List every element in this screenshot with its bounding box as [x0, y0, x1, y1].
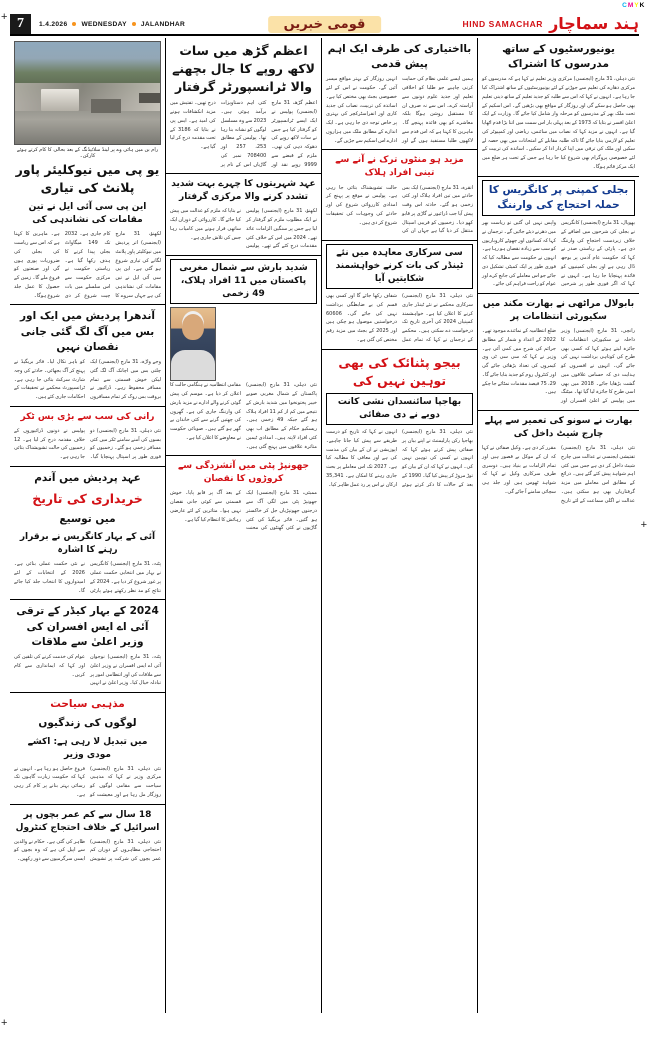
article-b3-body: نئی دہلی، 31 مارچ (ایجنسی) سرکاری محکمے نے نئے ٹینڈر جاری کرنے کا اعلان کیا ہے۔ خواہشمند کمپنیاں 2024 کی آخری تاریخ تک درخواست دے سکتی ہیں۔ محکمے کے ترجمان نے کہا کہ تمام عمل شفاف رکھا جائے گا اور کسی بھی قسم کی بے ضابطگی برداشت نہیں کی جائے گی۔ 60606 درخواستیں موصول ہو چکی ہیں اور 2025 کے بجٹ میں مزید رقم مختص کی گئی ہے۔ — [326, 293, 473, 343]
article-b2-body: انقرہ، 31 مارچ (ایجنسی) ایک بس حادثے میں تین افراد ہلاک اور کئی زخمی ہو گئے۔ حادثہ اس وقت پیش آیا جب ڈرائیور نے گاڑی پر قابو کھو دیا۔ زخمیوں کو قریبی اسپتال منتقل کر دیا گیا ہے جہاں ان کی حالت تشویشناک بتائی جا رہی ہے۔ پولیس نے موقع پر پہنچ کر امدادی کارروائی شروع کی اور حادثے کی وجوہات کی تحقیقات شروع کر دی ہیں۔ — [326, 184, 473, 235]
article-a2-headline: بجلی کمپنی پر کانگریس کا حملہ احتجاج کی وارننگ — [482, 180, 635, 216]
article-d1-subheadline: این پی سی آئی ایل نے تین مقامات کی نشاندہی کی — [28, 202, 147, 226]
article-d1-photo-caption: رام بن میں ہائی وے پر لینڈ سلائیڈنگ کے بعد بحالی کا کام کرتے ہوئے کارکن۔ — [16, 147, 159, 159]
article-d7-body: نئی دہلی، 31 مارچ (ایجنسی) احتجاجی مظاہروں کے دوران کم عمر بچوں کی شرکت پر تشویش ظاہر کی گئی ہے۔ حکام نے والدین سے اپیل کی ہے کہ وہ بچوں کو ایسی سرگرمیوں سے دور رکھیں۔ — [14, 838, 161, 863]
article-a2 — [478, 177, 639, 294]
article-d3-body: نئی دہلی، 31 مارچ (ایجنسی) دو بسوں کی آمنے سامنے ٹکر میں کئی مسافر زخمی ہو گئے۔ زخمیوں کو فوری طور پر اسپتال پہنچایا گیا۔ پولیس نے دونوں ڈرائیوروں کے خلاف مقدمہ درج کر لیا ہے۔ 12 زخمیوں کی حالت تشویشناک بتائی جا رہی ہے۔ — [14, 427, 161, 461]
article-b1 — [322, 38, 477, 150]
article-d2 — [10, 305, 165, 406]
cmyk-m: M — [627, 2, 634, 9]
article-d1 — [10, 38, 165, 305]
article-b3 — [322, 241, 477, 350]
article-d7-headline: 18 سال سے کم عمر بچوں پر اسرائیل کے خلاف احتجاج کنٹرول — [15, 809, 160, 833]
article-d4-headline: میں توسیع — [59, 513, 116, 526]
article-d4-body: پٹنہ، 31 مارچ (ایجنسی) کانگریس نے بہار میں انتخابی حکمت عملی پر غور شروع کر دیا ہے۔ 2024 کے نتائج کو مد نظر رکھتے ہوئے پارٹی نے نئی حکمت عملی بنائی ہے۔ 2026 کے انتخابات کے لئے امیدواروں کا انتخاب جلد کیا جائے گا۔ — [14, 561, 162, 594]
cmyk-c: C — [622, 2, 628, 9]
article-c4-headline: جھونپڑ پٹی میں آتشزدگی سے کروڑوں کا نقصان — [177, 461, 310, 485]
article-a3-headline: بابولال مراٹھی نے بھارت مکند میں سکیورٹی انتظامات پر — [482, 299, 635, 323]
article-b2 — [322, 150, 477, 241]
article-a3-body: رانچی، 31 مارچ (ایجنسی) وزیر داخلہ نے سکیورٹی انتظامات کا جائزہ لیتے ہوئے کہا کہ کسی بھی طرح کی کوتاہی برداشت نہیں کی جائے گی۔ انہوں نے افسروں کو ہدایت دی کہ حساس علاقوں میں گشت بڑھایا جائے۔ 2018 میں بھی اسی طرح کا جائزہ لیا گیا تھا۔ میٹنگ میں پولیس کے اعلیٰ افسران اور ضلع انتظامیہ کے نمائندے موجود تھے۔ 2022 کے اعداد و شمار کے مطابق جرائم کی شرح میں کمی آئی ہے۔ وزیر نے کہا کہ سی سی ٹی وی کیمروں کی تعداد بڑھائی جائے گی اور کنٹرول روم کو جدید بنایا جائے گا۔ 29، 75 فیصد مقدمات نمٹائے جا چکے ہیں۔ — [482, 328, 636, 405]
bullet-dot-icon — [72, 22, 76, 26]
article-b4 — [322, 350, 477, 494]
article-d1-body: لکھنؤ، 31 مارچ (ایجنسی) اتر پردیش میں نیوکلیئر پاور پلانٹ لگانے کی تیاری شروع ہو گئی ہے۔ این پی سی آئی ایل نے تین مقامات کی نشاندہی کی ہے جہاں سروے کا کام جاری ہے۔ 2032 تک 149 میگاواٹ بجلی پیدا کرنے کا ہدف رکھا گیا ہے۔ ریاستی حکومت نے مرکزی حکومت سے اس سلسلے میں بات چیت شروع کر دی ہے۔ ماہرین کا کہنا ہے کہ اس سے ریاست کی بجلی کی ضروریات پوری ہوں گی اور صنعتوں کو فروغ ملے گا۔ زمین کے حصول کا عمل جلد شروع ہوگا۔ — [14, 231, 162, 299]
article-a4-body: نئی دہلی، 31 مارچ (ایجنسی) تفتیشی ایجنسی نے عدالت میں چارج شیٹ داخل کر دی ہے جس میں کئی اہم شواہد پیش کئے گئے ہیں۔ ذرائع کے مطابق اس معاملے میں مزید گرفتاریاں بھی ہو سکتی ہیں۔ عدالت نے اگلی سماعت کے لئے تاریخ مقرر کر دی ہے۔ وکیل صفائی نے کہا کہ ان کے موکل بے قصور ہیں اور تمام الزامات بے بنیاد ہیں۔ دوسری طرف سرکاری وکیل نے کہا کہ شواہد ٹھوس ہیں اور جلد ہی سچائی سامنے آ جائے گی۔ — [482, 445, 635, 504]
dateline — [39, 21, 185, 28]
column-right — [478, 38, 639, 1013]
article-d2-body: وجے واڑہ، 31 مارچ (ایجنسی) ایک چلتی بس میں اچانک آگ لگ گئی لیکن خوش قسمتی سے تمام مسافر محفوظ رہے۔ ڈرائیور نے بروقت بس روک کر تمام مسافروں کو باہر نکال لیا۔ فائر بریگیڈ نے پہنچ کر آگ بجھائی۔ حادثے کی وجہ شارٹ سرکٹ بتائی جا رہی ہے۔ ٹرانسپورٹ محکمے نے تحقیقات کے احکامات جاری کئے ہیں۔ — [14, 359, 161, 400]
cmyk-registration-strip — [622, 2, 645, 9]
bullet-dot-icon — [132, 22, 136, 26]
cmyk-y: Y — [634, 2, 639, 9]
brand-name-english: HIND SAMACHAR — [462, 19, 544, 29]
article-a2-body: بھوپال، 31 مارچ (ایجنسی) کانگریس نے بجلی کی شرحوں میں اضافے کے خلاف زبردست احتجاج کی وارننگ دی ہے۔ پارٹی کے ریاستی صدر نے کہا کہ حکومت عام آدمی پر بوجھ ڈال رہی ہے اور بجلی کمپنیوں کو فائدہ پہنچایا جا رہا ہے۔ انہوں نے کہا کہ اگر فوری طور پر شرحیں واپس نہیں لی گئیں تو ریاست بھر میں دھرنے دیئے جائیں گے۔ ترجمان نے کہا کہ کسانوں اور چھوٹے کاروباریوں کو سب سے زیادہ نقصان ہو رہا ہے۔ انہوں نے حکومت سے مطالبہ کیا کہ فوری طور پر ایک کمیٹی تشکیل دی جائے جو اس معاملے کی جانچ کرے اور عوام کو راحت فراہم کی جائے۔ — [482, 220, 635, 288]
article-a1 — [478, 38, 639, 177]
page-number: 7 — [10, 14, 31, 34]
crop-mark-right: + — [640, 519, 647, 531]
article-c2-headline: عہد شہریتوں کا چہرے بہت شدید تشدد کرنے والا مرکزی گرفتار — [171, 179, 316, 203]
article-c4 — [166, 456, 321, 537]
crop-mark-bottom-left: + — [1, 1017, 8, 1029]
column-second — [322, 38, 478, 1013]
article-d4 — [10, 467, 165, 601]
publication-date: 1.4.2026 — [39, 20, 68, 28]
article-d1-headline: یو پی میں نیوکلیئر پاور پلانٹ کی تیاری — [15, 162, 160, 196]
article-d4-subheadline: آئی کے بہار کانگریس نے برقرار رہنے کا اشارہ — [19, 532, 156, 556]
article-d6 — [10, 693, 165, 805]
article-d2-headline: آندھرا پردیش میں ایک اور بس میں آگ لگ گئی جانی نقصان نہیں — [20, 310, 155, 353]
article-d3-headline: رانی کی سب سے بڑی بس ٹکر — [20, 411, 155, 422]
article-c2-body: لکھنؤ، 31 مارچ (ایجنسی) پولیس نے ایک مطلوب ملزم کو گرفتار کر لیا ہے جس پر سنگین الزامات عائد تھے۔ 2024 میں اس کے خلاف کئی مقدمات درج کئے گئے تھے۔ پولیس نے بتایا کہ ملزم کو عدالت میں پیش کیا جائے گا۔ کارروائی کے دوران ایک ساتھی فرار ہونے میں کامیاب رہا جس کی تلاش جاری ہے۔ — [170, 208, 317, 250]
article-d4-headline-red: خریداری کی تاریخ — [32, 491, 143, 507]
article-c1 — [166, 38, 321, 174]
article-a4 — [478, 411, 639, 509]
brand-name-urdu: ہند سماچار — [549, 14, 639, 33]
article-a3 — [478, 294, 639, 411]
article-c1-headline: اعظم گڑھ میں سات لاکھ روپے کا جال بچھنے والا ٹرانسپورٹر گرفتار — [172, 43, 315, 95]
article-d6-headline-tail: میں تبدیل لا رہی ہے: اکشے مودی وزیر — [27, 736, 148, 760]
article-d5-headline: 2024 کے بہار کیڈر کے ترقی آئی اے ایس افسران کی وزیر اعلیٰ سے ملاقات — [16, 605, 159, 648]
column-left — [10, 38, 166, 1013]
article-b1-headline: بااختیاری کی طرف ایک اہم پیش قدمی — [327, 43, 472, 71]
article-b4-headline: بیجو پٹنائک کی بھی توہین نہیں کی — [338, 354, 461, 388]
article-d5 — [10, 600, 165, 693]
article-b1-body: ہمیں ایسے علمی نظام کی حمایت کرنی چاہیے جو طلبا کو اخلاقی تعلیم اور جدید علوم دونوں سے آراستہ کرے۔ اس سے نہ صرف ان کا مستقبل روشن ہوگا بلکہ معاشرے کو بھی فائدہ پہنچے گا۔ ماہرین کا کہنا ہے کہ اس قدم سے لاکھوں طلبا مستفید ہوں گے اور انہیں روزگار کے بہتر مواقع میسر آئیں گے۔ حکومت نے اس کے لئے خصوصی بجٹ بھی مختص کیا ہے۔ اساتذہ کی تربیت، نصاب کی جدید کاری اور انفراسٹرکچر کی بہتری پر خاص توجہ دی جا رہی ہے۔ ایک اندازے کے مطابق ملک میں ہزاروں ادارے اس اسکیم سے جڑیں گے۔ — [326, 76, 473, 144]
article-d7 — [10, 805, 165, 868]
article-c3-body: نئی دہلی، 31 مارچ (ایجنسی) پاکستان کے شمال مغربی صوبے خیبر پختونخوا میں شدید بارش کے نتیجے میں کم از کم 11 افراد ہلاک ہو گئے جبکہ 49 زخمی ہیں۔ ریسکیو حکام کے مطابق اب بھی کئی افراد لاپتہ ہیں۔ امدادی ٹیمیں متاثرہ علاقوں میں پہنچ گئی ہیں۔ مقامی انتظامیہ نے ہنگامی حالت کا اعلان کر دیا ہے۔ موسم کی پیش گوئی کرنے والے ادارے نے مزید بارش کی وارننگ جاری کی ہے۔ گھروں کی چھتیں گرنے سے کئی خاندان بے گھر ہو گئے ہیں۔ صوبائی حکومت نے معاوضے کا اعلان کیا ہے۔ — [170, 382, 317, 450]
article-a1-headline: یونیورسٹیوں کے ساتھ مدرسوں کا اشتراک — [502, 43, 615, 71]
article-c3-headline: شدید بارش سے شمال مغربی پاکستان میں 11 افراد ہلاک، 49 زخمی — [170, 259, 317, 304]
landslide-highway-photo — [14, 41, 161, 145]
section-kicker: قومی خبریں — [268, 16, 382, 33]
crop-mark-top-left: + — [1, 11, 8, 23]
column-third — [166, 38, 322, 1013]
article-d5-body: پٹنہ، 31 مارچ (ایجنسی) نوجوان آئی اے ایس افسران نے وزیر اعلیٰ سے ملاقات کی اور انتظامی امور پر تبادلہ خیال کیا۔ وزیر اعلیٰ نے انہیں عوام کی خدمت کرنے کی تلقین کی اور کہا کہ ایمانداری سے کام کریں۔ — [14, 654, 161, 687]
politician-portrait-photo — [170, 307, 216, 381]
column-grid — [10, 38, 639, 1013]
article-d3 — [10, 407, 165, 467]
masthead-bar — [10, 14, 639, 36]
article-c3 — [166, 256, 321, 456]
cmyk-k: K — [639, 2, 645, 9]
article-b4-subheadline: بھاجپا سائنسدان نشی کانت دوبے نے دی صفائی — [326, 393, 473, 425]
weekday: WEDNESDAY — [81, 20, 127, 28]
article-a4-headline: بھارت نے سونو کی تعمیر سے پہلے چارج شیٹ داخل کی — [484, 415, 633, 440]
edition-city: JALANDHAR — [140, 20, 186, 28]
article-d4-headline-lead: عہد پردیش میں آندم — [34, 471, 141, 484]
article-c2 — [166, 174, 321, 256]
article-d6-body: نئی دہلی، 31 مارچ (ایجنسی) مرکزی وزیر نے کہا کہ مذہبی سیاحت سے مقامی لوگوں کو روزگار مل رہا ہے اور معیشت کو فروغ حاصل ہو رہا ہے۔ انہوں نے کہا کہ حکومت زیارت گاہوں تک رسائی بہتر بنانے پر کام کر رہی ہے۔ — [14, 765, 161, 798]
article-b4-body: نئی دہلی، 31 مارچ (ایجنسی) بھاجپا رکن پارلیمنٹ نے اپنے بیان پر صفائی پیش کرتے ہوئے کہا کہ انہوں نے کسی کی توہین نہیں کی۔ انہوں نے کہا کہ ان کے بیان کو توڑ مروڑ کر پیش کیا گیا۔ 1990 کے بعد کے حالات کا ذکر کرتے ہوئے انہوں نے کہا کہ تاریخ کو درست طریقے سے پیش کیا جانا چاہیے۔ اپوزیشن نے ان کے بیان کی مذمت کی ہے اور معافی کا مطالبہ کیا ہے۔ 2027 تک اس معاملے پر بحث جاری رہنے کا امکان ہے۔ 35,341 ارکان نے اس پر رد عمل ظاہر کیا۔ — [326, 429, 473, 488]
article-b3-headline: سی سرکاری معاہدہ میں نئے ٹینڈر کی بات کرنے خواہشمند شکایتیں آیا — [326, 244, 473, 289]
article-a1-body: نئی دہلی، 31 مارچ (ایجنسی) مرکزی وزیر تعلیم نے کہا ہے کہ مدرسوں کو مرکزی دھارے کی تعلیم سے جوڑنے کے لئے یونیورسٹیوں کے ساتھ اشتراک کیا جا رہا ہے۔ انہوں نے کہا کہ اس سے طلبہ کو جدید تعلیم کے ساتھ دینی تعلیم بھی حاصل ہو سکے گی اور روزگار کے مواقع بھی بڑھیں گے۔ اس اسکیم کے تحت ملک بھر کے مدرسوں کو مرحلہ وار شامل کیا جائے گا۔ وزارت کے ایک اعلیٰ افسر نے بتایا کہ 1973 کے بعد پہلی بار اس سمت میں اتنا بڑا قدم اٹھایا گیا ہے۔ انہوں نے مزید کہا کہ نصاب میں سائنس، ریاضی اور کمپیوٹر کی تعلیم کو لازمی بنایا جائے گا تاکہ طلبہ مقابلے کے امتحانات میں بھی حصہ لے سکیں اور ملک کی ترقی میں اپنا کردار ادا کر سکیں۔ اساتذہ کی تربیت کے لئے خصوصی پروگرام بھی شروع کیا جا رہا ہے جس کے تحت ہر ضلع میں ایک مرکز قائم ہوگا۔ — [482, 76, 636, 170]
article-d6-headline: مذہبی سیاحت — [50, 698, 125, 711]
article-d6-headline-lead: لوگوں کی زندگیوں — [38, 717, 137, 730]
article-b2-headline: مزید ہو منٹوں ترک نے آنے سے تینی افراد ہلاک — [335, 155, 464, 179]
article-c4-body: ممبئی، 31 مارچ (ایجنسی) ایک جھونپڑ پٹی میں لگی آگ سے درجنوں جھونپڑیاں جل کر خاکستر ہو گئیں۔ فائر بریگیڈ کی کئی گاڑیوں نے کئی گھنٹوں کی محنت کے بعد آگ پر قابو پایا۔ خوش قسمتی سے کوئی جانی نقصان نہیں ہوا۔ متاثرین کے لئے عارضی رہائش کا انتظام کیا گیا ہے۔ — [170, 490, 317, 532]
brand-lockup — [463, 16, 639, 32]
article-c1-body: اعظم گڑھ، 31 مارچ (ایجنسی) پولیس نے ایک ایسے ٹرانسپورٹر کو گرفتار کیا ہے جس نے سات لاکھ روپے کی دھوکہ دہی کی تھی۔ ملزم کے قبضے سے 9999 روپے نقد اور کئی اہم دستاویزات برآمد ہوئی ہیں۔ 2023 سے وہ مسلسل لوگوں کو نشانہ بنا رہا تھا۔ پولیس کے مطابق 253، 257 اور 708400 نمبر کی گاڑیاں اس کے نام پر درج تھیں۔ تفتیش میں مزید انکشافات ہونے کی امید ہے۔ ایس پی نے بتایا کہ 3186 کے تحت مقدمہ درج کر لیا گیا ہے۔ — [170, 100, 317, 168]
